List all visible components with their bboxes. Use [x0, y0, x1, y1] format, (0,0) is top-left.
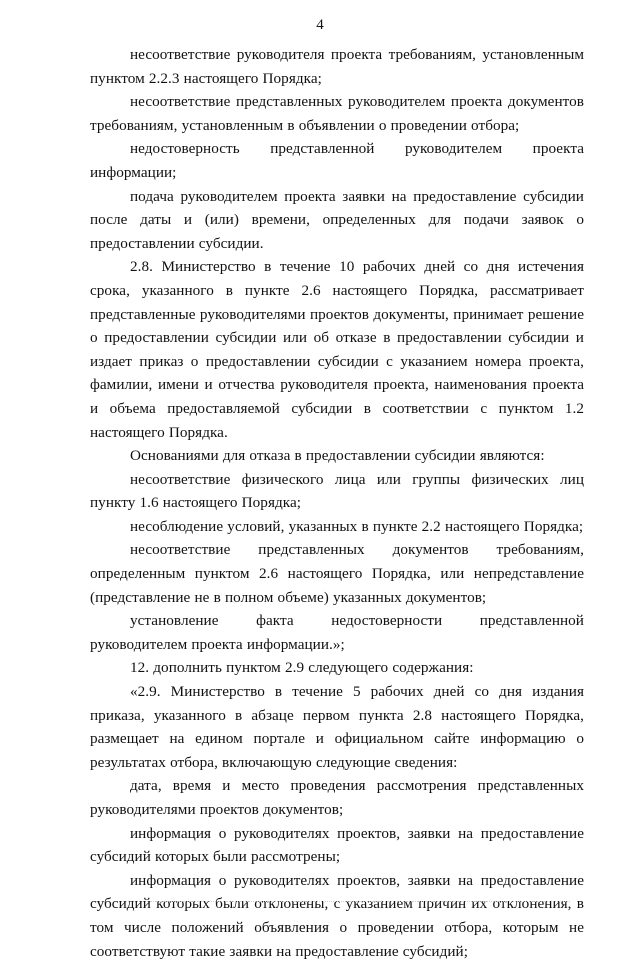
- paragraph: несоответствие представленных руководителем проекта документов требованиям, установленным в объявлении о проведении отбора;: [90, 93, 584, 134]
- page-number: 4: [316, 17, 324, 33]
- paragraph: информация о руководителях проектов, заявки на предоставление субсидий которых были отклонены, с указанием причин их отклонения, в том числе положений объявления о проведении отбора, которым не соответствуют такие заявки на предоставление субсидий;: [90, 871, 584, 960]
- paragraph: 2.8. Министерство в течение 10 рабочих дней со дня истечения срока, указанного в пункте 2.6 настоящего Порядка, рассматривает представленные руководителями проектов документы, принимает решение о предоставлении субсидии или об отказе в предоставлении субсидии и издает приказ о предоставлении субсидии с указанием номера проекта, фамилии, имени и отчества руководителя проекта, наименования проекта и объема предоставляемой субсидии в соответствии с пунктом 1.2 настоящего Порядка.: [90, 258, 584, 441]
- paragraph: несоблюдение условий, указанных в пункте 2.2 настоящего Порядка;: [130, 517, 584, 535]
- paragraph: 12. дополнить пунктом 2.9 следующего содержания:: [130, 659, 474, 677]
- paragraph: установление факта недостоверности представленной руководителем проекта информации.»;: [90, 612, 584, 653]
- scan-edge-line: [150, 901, 570, 903]
- paragraph: Основаниями для отказа в предоставлении субсидии являются:: [130, 447, 545, 465]
- paragraph: несоответствие руководителя проекта требованиям, установленным пунктом 2.2.3 настоящего Порядка;: [90, 46, 584, 87]
- paragraph: несоответствие физического лица или группы физических лиц пункту 1.6 настоящего Порядка;: [90, 470, 584, 512]
- document-body: [90, 43, 584, 963]
- paragraph: «2.9. Министерство в течение 5 рабочих дней со дня издания приказа, указанного в абзаце первом пункта 2.8 настоящего Порядка, размещает на едином портале и официальном сайте информацию о результатах отбора, включающую следующие сведения:: [90, 683, 584, 771]
- paragraph: недостоверность представленной руководителем проекта информации;: [90, 140, 584, 181]
- paragraph: информация о руководителях проектов, заявки на предоставление субсидий которых были рассмотрены;: [90, 824, 584, 866]
- paragraph: дата, время и место проведения рассмотрения представленных руководителями проектов документов;: [90, 777, 584, 818]
- paragraph: подача руководителем проекта заявки на предоставление субсидии после даты и (или) времени, определенных для подачи заявок о предоставлении субсидии.: [90, 187, 584, 252]
- paragraph: несоответствие представленных документов требованиям, определенным пунктом 2.6 настоящего Порядка, или непредставление (представление не в полном объеме) указанных документов;: [90, 541, 584, 606]
